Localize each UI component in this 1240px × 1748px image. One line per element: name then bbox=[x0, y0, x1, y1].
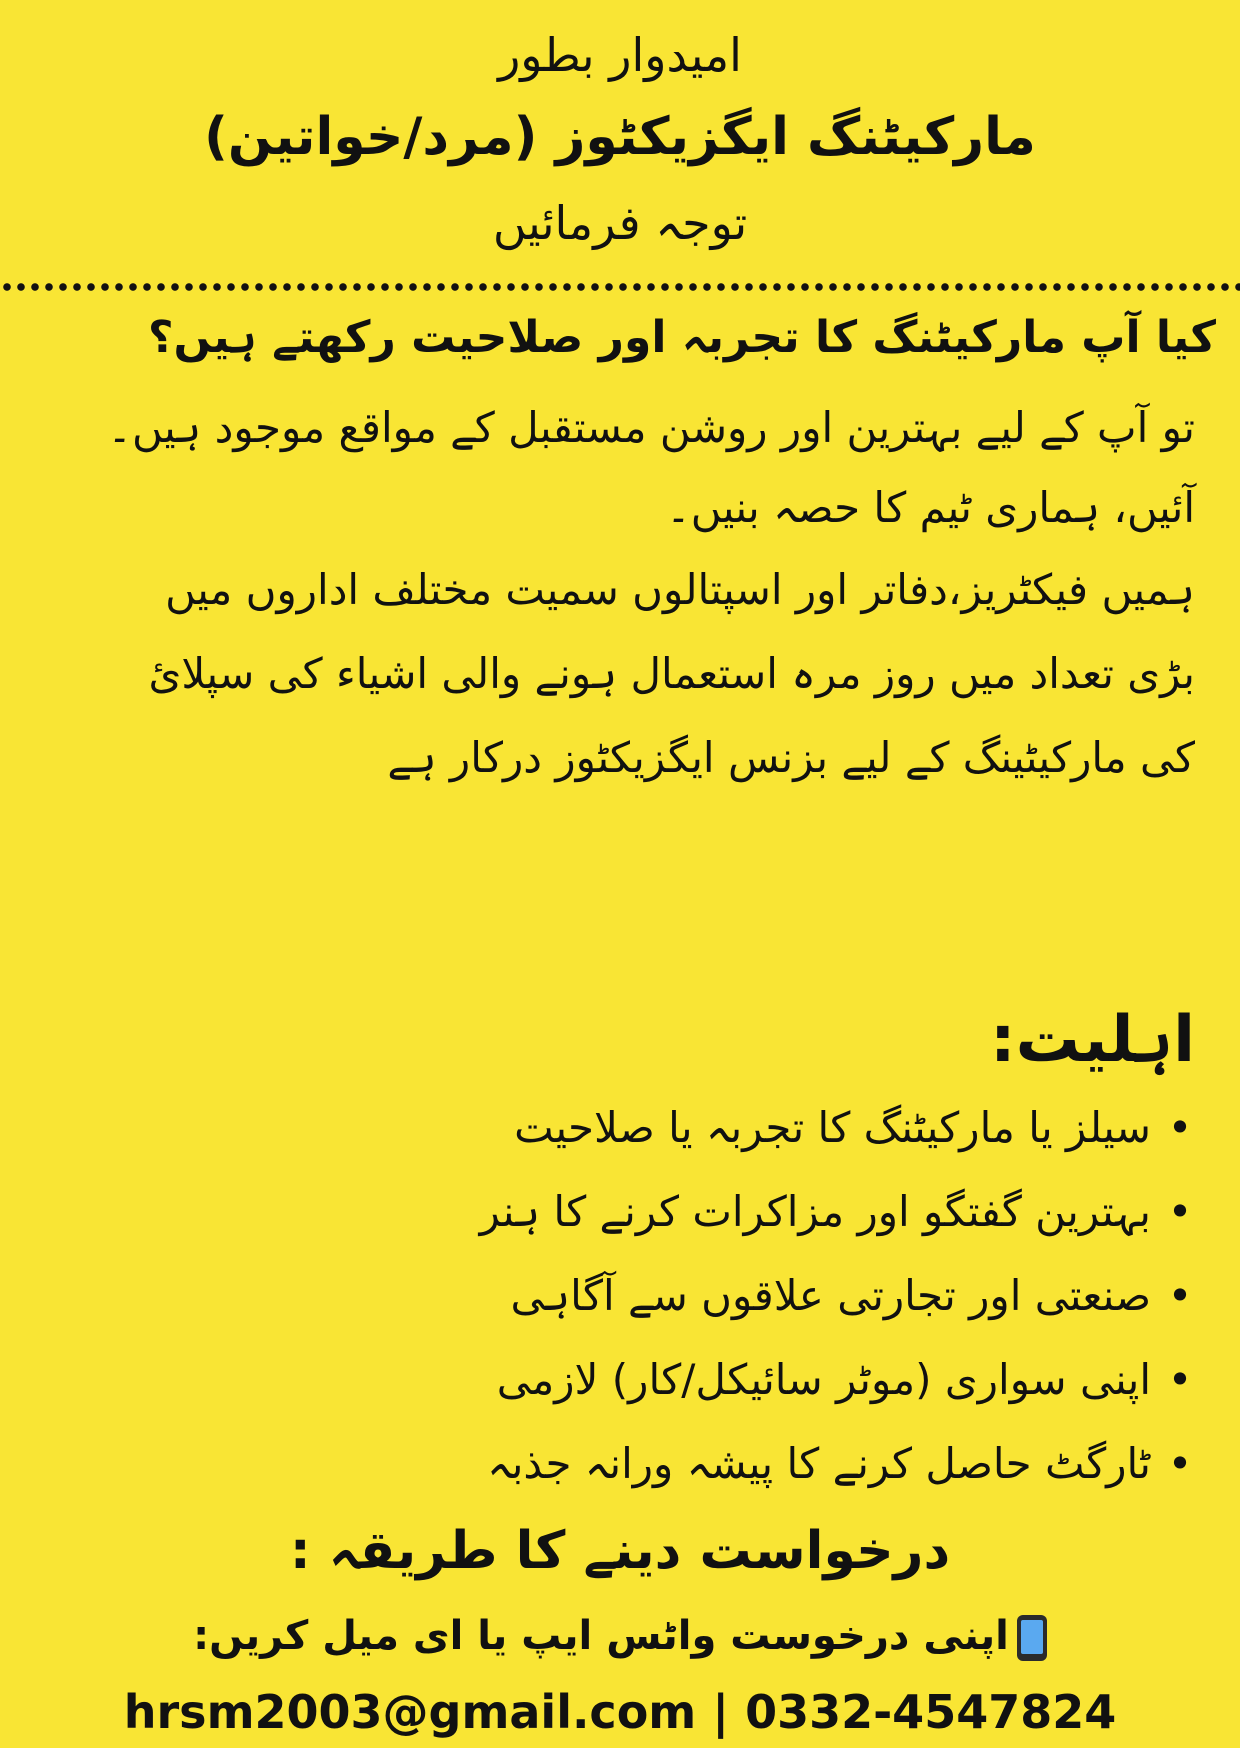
mobile-phone-icon bbox=[1017, 1615, 1047, 1661]
qualification-item bbox=[300, 1086, 1195, 1170]
qualification-item bbox=[300, 1254, 1195, 1338]
bullet-icon: • bbox=[1167, 1187, 1193, 1236]
contact-details[interactable]: hrsm2003@gmail.com | 0332-4547824 bbox=[123, 1685, 1117, 1739]
bullet-icon: • bbox=[1167, 1439, 1193, 1488]
qualifications-list bbox=[300, 1086, 1195, 1506]
body-paragraph-opportunities: تو آپ کے لیے بہترین اور روشن مستقبل کے مواقع موجود ہیں۔ bbox=[107, 403, 1195, 452]
body-paragraph-requirement: ہمیں فیکٹریز،دفاتر اور اسپتالوں سمیت مختلف اداروں میں بڑی تعداد میں روز مرہ استعمال ہونے والی اشیاء کی سپلائ کی مارکیٹینگ کے لیے بزنس ایگزیکٹوز درکار ہے bbox=[148, 565, 1195, 782]
question-heading: کیا آپ مارکیٹنگ کا تجربہ اور صلاحیت رکھتے ہیں؟ bbox=[147, 312, 1216, 363]
qualification-item bbox=[300, 1422, 1195, 1506]
header-subtitle-bottom: توجہ فرمائیں bbox=[492, 196, 748, 250]
qualifications-heading: اہلیت: bbox=[989, 1003, 1195, 1077]
body-text bbox=[90, 388, 1195, 800]
qualification-text: سیلز یا مارکیٹنگ کا تجربہ یا صلاحیت bbox=[514, 1103, 1151, 1152]
bullet-icon: • bbox=[1167, 1355, 1193, 1404]
qualification-text: اپنی سواری (موٹر سائیکل/کار) لازمی bbox=[496, 1355, 1151, 1404]
body-paragraph-join-team: آئیں، ہماری ٹیم کا حصہ بنیں۔ bbox=[666, 483, 1195, 532]
qualification-item bbox=[300, 1170, 1195, 1254]
dotted-divider bbox=[0, 283, 1240, 291]
bullet-icon: • bbox=[1167, 1103, 1193, 1152]
header-subtitle-top: امیدوار بطور bbox=[498, 28, 742, 82]
qualification-text: ٹارگٹ حاصل کرنے کا پیشہ ورانہ جذبہ bbox=[487, 1439, 1151, 1488]
apply-instruction-line bbox=[0, 1606, 1240, 1666]
qualification-text: بہترین گفتگو اور مزاکرات کرنے کا ہنر bbox=[479, 1187, 1151, 1236]
header bbox=[0, 0, 1240, 280]
bullet-icon: • bbox=[1167, 1271, 1193, 1320]
qualification-text: صنعتی اور تجارتی علاقوں سے آگاہی bbox=[510, 1271, 1151, 1320]
apply-heading: درخواست دینے کا طریقہ : bbox=[289, 1521, 951, 1581]
qualification-item bbox=[300, 1338, 1195, 1422]
apply-instruction: اپنی درخوست واٹس ایپ یا ای میل کریں: bbox=[193, 1613, 1009, 1659]
page-title: مارکیٹنگ ایگزیکٹوز (مرد/خواتین) bbox=[204, 107, 1036, 167]
